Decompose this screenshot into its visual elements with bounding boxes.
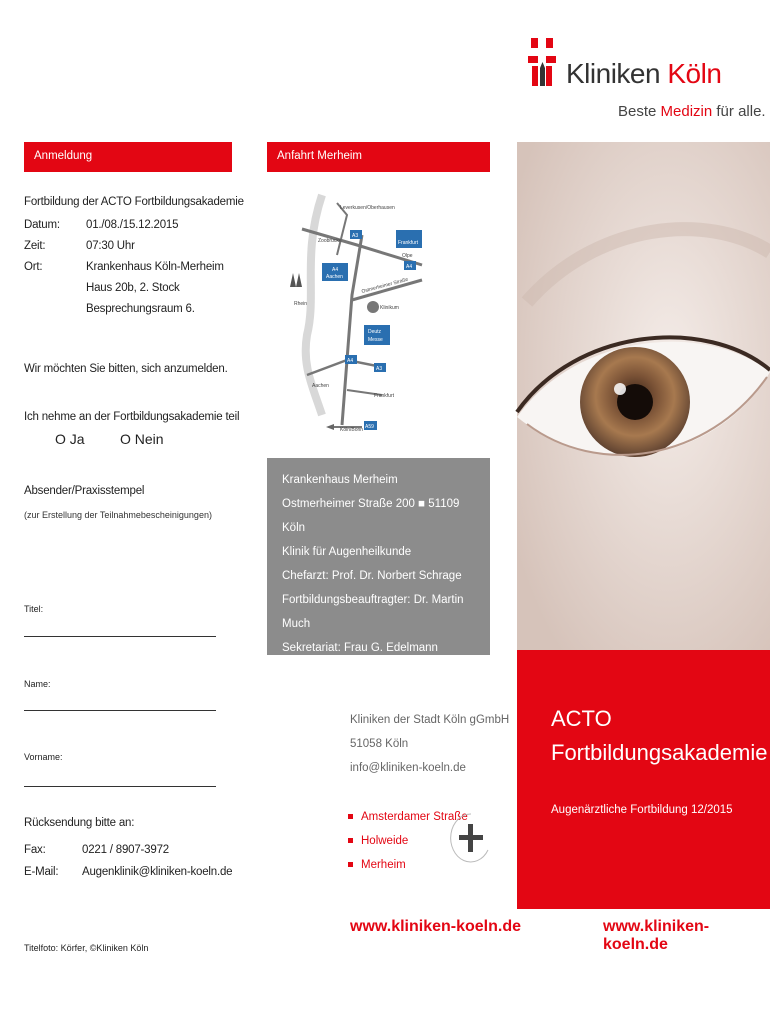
slogan-part-c: für alle. bbox=[716, 103, 766, 120]
org-name: Kliniken der Stadt Köln gGmbH bbox=[350, 714, 510, 726]
website-link-middle[interactable]: www.kliniken-koeln.de bbox=[350, 918, 521, 935]
org-email: info@kliniken-koeln.de bbox=[350, 762, 466, 774]
registration-intro: Fortbildung der ACTO Fortbildungsakademie bbox=[24, 196, 244, 208]
map-label-a3-bottom: A3 bbox=[376, 366, 383, 372]
sender-label: Absender/Praxisstempel bbox=[24, 485, 145, 497]
address-line: Klinik für Augenheilkunde bbox=[282, 546, 412, 558]
registration-request: Wir möchten Sie bitten, sich anzumelden. bbox=[24, 363, 228, 375]
location-item: Holweide bbox=[348, 829, 468, 853]
map-label-a4-sub: Aachen bbox=[326, 274, 343, 280]
time-label: Zeit: bbox=[24, 240, 46, 252]
map-label-a3-sub: Frankfurt bbox=[398, 240, 419, 246]
location-building: Haus 20b, 2. Stock bbox=[86, 282, 180, 294]
airplane-icon bbox=[326, 424, 334, 430]
cover-red-panel bbox=[517, 650, 770, 909]
fax-label: Fax: bbox=[24, 844, 46, 856]
location-value: Krankenhaus Köln-Merheim bbox=[86, 261, 224, 273]
cover-subtitle: Augenärztliche Fortbildung 12/2015 bbox=[551, 804, 733, 816]
firstname-line[interactable] bbox=[24, 786, 216, 787]
slogan-part-a: Beste bbox=[618, 103, 657, 120]
cathedral-icon bbox=[290, 273, 302, 287]
slogan-part-b: Medizin bbox=[660, 103, 713, 120]
return-label: Rücksendung bitte an: bbox=[24, 817, 135, 829]
map-label-zoo: Zoobrücke bbox=[318, 238, 342, 244]
cover-title-line2: Fortbildungsakademie bbox=[551, 740, 768, 765]
location-item: Merheim bbox=[348, 853, 468, 877]
cover-eye-photo bbox=[517, 142, 770, 650]
map-label-a3-top: A3 bbox=[352, 233, 359, 239]
bullet-icon bbox=[348, 862, 353, 867]
address-line: Ostmerheimer Straße 200 ■ 51109 Köln bbox=[282, 498, 460, 534]
map-river bbox=[306, 195, 322, 415]
date-value: 01./08./15.12.2015 bbox=[86, 219, 179, 231]
sender-note: (zur Erstellung der Teilnahmebescheinigungen) bbox=[24, 510, 212, 520]
map-label-koeln-bonn: Köln/Bonn bbox=[340, 427, 364, 433]
website-link-cover[interactable]: www.kliniken-koeln.de bbox=[603, 918, 710, 953]
address-line: Sekretariat: Frau G. Edelmann bbox=[282, 642, 438, 654]
logo bbox=[528, 38, 766, 128]
bullet-icon bbox=[348, 838, 353, 843]
photo-credit: Titelfoto: Körfer, ©Kliniken Köln bbox=[24, 943, 149, 953]
org-city: 51058 Köln bbox=[350, 738, 409, 750]
date-label: Datum: bbox=[24, 219, 60, 231]
title-label: Titel: bbox=[24, 604, 44, 614]
participation-question: Ich nehme an der Fortbildungsakademie teil bbox=[24, 411, 240, 423]
map-label-rhein: Rhein bbox=[294, 301, 308, 307]
option-no[interactable]: O Nein bbox=[120, 431, 164, 447]
address-line: Chefarzt: Prof. Dr. Norbert Schrage bbox=[282, 570, 462, 582]
map-label-frankfurt: Frankfurt bbox=[374, 393, 395, 399]
title-line[interactable] bbox=[24, 636, 216, 637]
clinic-address-box bbox=[267, 458, 490, 702]
registration-details bbox=[24, 218, 244, 323]
map-label-a4: A4 bbox=[332, 267, 339, 273]
map-label-aachen: Aachen bbox=[312, 383, 329, 389]
certification-seal-icon bbox=[448, 810, 494, 866]
email-value: Augenklinik@kliniken-koeln.de bbox=[82, 866, 233, 878]
registration-header: Anmeldung bbox=[24, 142, 232, 172]
eye-illustration-icon bbox=[517, 142, 770, 650]
location-item: Amsterdamer Straße bbox=[348, 805, 468, 829]
map-label-ostmerheimer: Ostmerheimer Straße bbox=[360, 276, 409, 295]
option-yes[interactable]: O Ja bbox=[55, 431, 85, 447]
directions-map bbox=[282, 195, 419, 445]
map-label-a4-bottom: A4 bbox=[347, 358, 354, 364]
map-road-a4-west bbox=[307, 360, 382, 375]
bullet-icon bbox=[348, 814, 353, 819]
map-label-olpe: Olpe bbox=[402, 253, 413, 259]
organization-info bbox=[350, 708, 509, 780]
address-line: Krankenhaus Merheim bbox=[282, 474, 398, 486]
address-line: Tel.: (0221) 8907-3812, Fax: (0221) 8907-3972 bbox=[282, 666, 463, 702]
map-label-leverkusen: Leverkusen/Oberhausen bbox=[340, 205, 395, 211]
logo-brand-kliniken: Kliniken bbox=[566, 58, 661, 89]
map-label-a4-right: A4 bbox=[406, 264, 413, 270]
email-label: E-Mail: bbox=[24, 866, 59, 878]
cover-title-line1: ACTO bbox=[551, 706, 612, 731]
map-label-a59: A59 bbox=[365, 424, 374, 430]
location-room: Besprechungsraum 6. bbox=[86, 303, 195, 315]
name-label: Name: bbox=[24, 679, 51, 689]
location-label: Ort: bbox=[24, 261, 43, 273]
map-label-messe: Messe bbox=[368, 337, 383, 343]
directions-header: Anfahrt Merheim bbox=[267, 142, 490, 172]
address-line: Fortbildungsbeauftragter: Dr. Martin Much bbox=[282, 594, 464, 630]
time-value: 07:30 Uhr bbox=[86, 240, 135, 252]
fax-value: 0221 / 8907-3972 bbox=[82, 844, 169, 856]
firstname-label: Vorname: bbox=[24, 752, 63, 762]
name-line[interactable] bbox=[24, 710, 216, 711]
logo-brand-koeln: Köln bbox=[667, 58, 722, 89]
logo-mark-icon bbox=[528, 38, 558, 88]
map-label-klinikum: Klinikum bbox=[380, 305, 399, 311]
map-clinic-marker bbox=[367, 301, 379, 313]
map-label-deutz: Deutz bbox=[368, 329, 382, 335]
